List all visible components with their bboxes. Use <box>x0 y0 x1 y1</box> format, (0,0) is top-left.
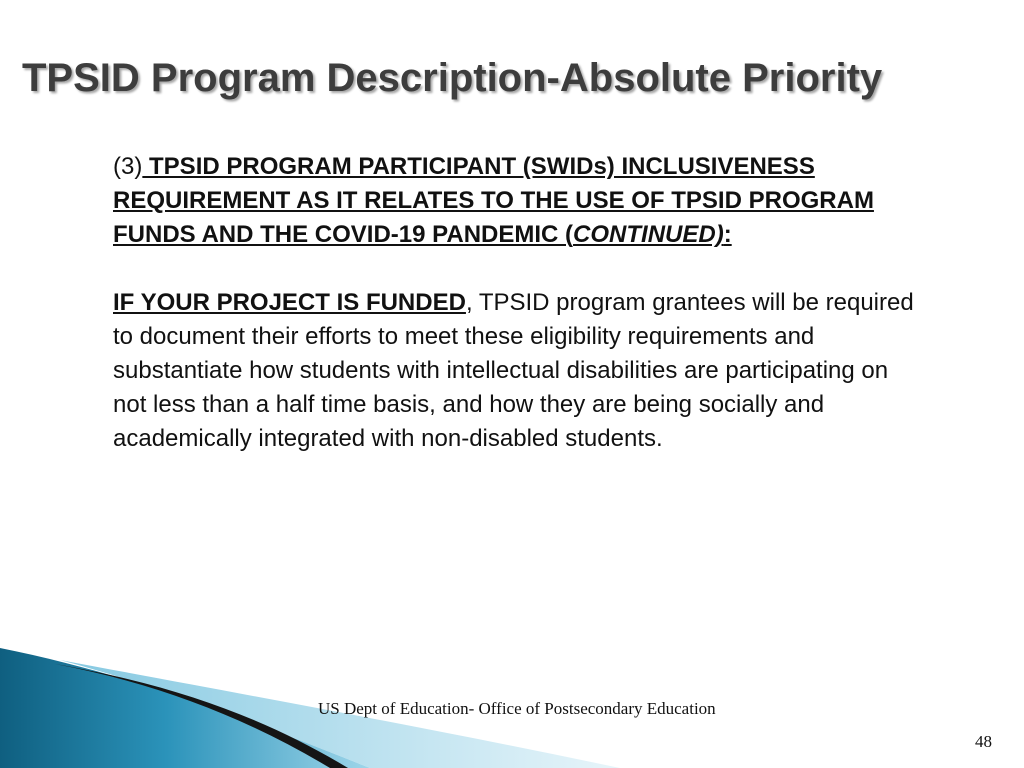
heading-text-part2: : <box>723 221 732 248</box>
body-paragraph <box>113 286 925 456</box>
paragraph-lead: IF YOUR PROJECT IS FUNDED <box>113 289 466 316</box>
heading-text <box>113 153 874 248</box>
section-heading <box>113 150 925 252</box>
paragraph-text: , TPSID program grantees will be required to document their efforts to meet these eligibility requirements and substantiate how students with intellectual disabilities are participating on not less than a half time basis, and how they are being socially and academically integrated with non-disabled students. <box>113 289 914 452</box>
heading-continued: CONTINUED) <box>573 221 724 248</box>
footer-text: US Dept of Education- Office of Postsecondary Education <box>318 699 716 718</box>
page-number: 48 <box>975 732 992 751</box>
heading-text-part1: TPSID PROGRAM PARTICIPANT (SWIDs) INCLUSIVENESS REQUIREMENT AS IT RELATES TO THE USE OF TPSID PROGRAM FUNDS AND THE COVID-19 PANDEMIC ( <box>113 153 874 248</box>
slide-title: TPSID Program Description-Absolute Priority <box>22 56 883 100</box>
slide-body <box>113 150 925 456</box>
heading-number: (3) <box>113 153 143 180</box>
